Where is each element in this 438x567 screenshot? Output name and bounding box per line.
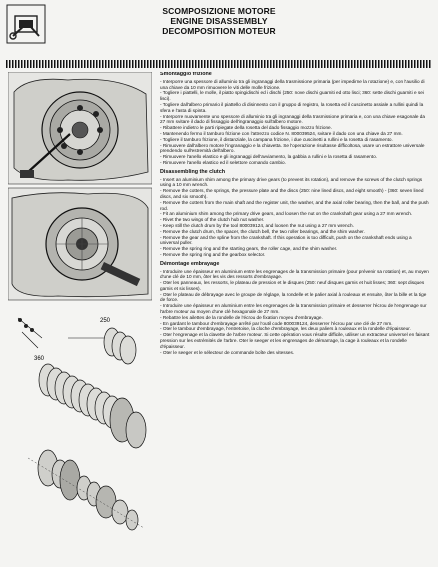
instruction-step: - Remove the clutch drum, the spacer, the clutch bell, the two roller bearings, and the shim washer. xyxy=(160,228,365,234)
decorative-rule xyxy=(6,60,432,68)
title-french: DECOMPOSITION MOTEUR xyxy=(162,26,276,36)
instruction-step: - Introduire une épaisseur en aluminium entre les engrenages de la transmission primaire (pour prévenir sa rotation) et, au moyen d'une clé de 10 mm, ôter les vis des ressorts d'embrayage. xyxy=(160,268,429,280)
instruction-step: - En gardant le tambour d'embrayage arrêté par l'outil code 800039124, desserrer l'écrou par une clé de 27 mm. xyxy=(160,320,393,326)
instruction-step: - Remove the spring ring and the gearbox selector. xyxy=(160,251,266,257)
instruction-step: - Rivet the two wings of the clutch hub nut washer. xyxy=(160,217,265,223)
instruction-step: - Ribattere indietro le parti ripiegate della rosetta del dado fissaggio mozzo frizione. xyxy=(160,125,332,131)
instruction-step: - Oter le plateau de débrayage avec le groupe de réglage, la rondelle et le palier axial à rouleaux et ensuite, ôter la bille et la tige de force. xyxy=(160,291,427,303)
instruction-section xyxy=(160,170,430,258)
figure-exploded-clutch xyxy=(18,318,146,530)
section-heading: Démontage embrayage xyxy=(160,260,220,267)
instruction-step: - Togliere il tamburo frizione, il distanziale, la campana frizione, i due cuscinetti a rullini e la rosetta di rasamento. xyxy=(160,136,393,142)
instruction-step: - Remove the spring ring and the starting gears, the roller cage, and the shim washer. xyxy=(160,246,338,252)
instruction-step: - Insert an aluminium shim among the primary drive gears (to prevent its rotation), and remove the screws of the clutch springs using a 10 mm wrench. xyxy=(160,176,423,188)
figure-clutch-assembly xyxy=(8,72,152,184)
instruction-section xyxy=(160,262,430,356)
instruction-step: - Remove the gear and the spline from the crankshaft. If this operation is too difficult, push on the crankshaft ends using a universal puller. xyxy=(160,234,412,246)
instruction-step: - Rimuovere l'anello elastico ed il selettore comando cambio. xyxy=(160,159,286,165)
instructions-text xyxy=(160,72,430,562)
instruction-step: - Rebattre les ailettes de la rondelle de l'écrou de fixation moyeu d'embrayage. xyxy=(160,314,323,320)
instruction-step: - Oter l'engrenage et la clavette de l'arbre moteur. Si cette opération vous résulte difficile, utiliser un extracteur universel en faisant pression sur les extrémités de l'arbre. Oter le seeger et les engrenages de démarrage, la cage à rouleaux et la rondelle d'épaisseur. xyxy=(160,332,430,349)
title-italian: SCOMPOSIZIONE MOTORE xyxy=(162,6,276,16)
instruction-step: - Togliere i piattelli, le molle, il piatto spingidischi ed i dischi (250: nove dischi guarniti ed otto lisci; 360: sette dischi guarniti e sei lisci). xyxy=(160,90,424,102)
section-heading: Disassembling the clutch xyxy=(160,168,226,175)
instruction-step: - Togliere dall'albero primario il piattello di disinnesto con il gruppo di registro, la rosetta ed il cuscinetto assiale a rullini quindi la sfera e l'asta di spinta. xyxy=(160,101,424,113)
instruction-step: - Remove the cotters from the main shaft and the register unit, the washer, and the axial roller bearing, then the ball, and the push rod. xyxy=(160,199,429,211)
instruction-step: - Introduire une épaisseur en aluminium entre les engrenages de la transmission primaire et desserrer l'écrou de l'engrenage sur l'arbre moteur au moyen d'une clé hexagonale de 27 mm. xyxy=(160,303,427,315)
instruction-step: - Oter le seeger et le sélecteur de commande boîte des vitesses. xyxy=(160,349,295,355)
section-heading: Smontaggio frizione xyxy=(160,72,212,77)
instruction-step: - Keep still the clutch drum by the tool 800039124, and loosen the nut using a 27 mm wrench. xyxy=(160,222,354,228)
label-360: 360 xyxy=(34,356,45,362)
instruction-step: - Oter les panneaux, les ressorts, le plateau de pression et le disques (250: neuf disques garnis et huit lisses; 360: sept disques garnis et six lisses). xyxy=(160,280,425,291)
instruction-step: - Rimuovere dall'albero motore l'ingranaggio e la chiavetta. Se l'operazione risultasse difficoltosa, usare un estrattore universale prendendo sull'estremità dell'albero. xyxy=(160,142,425,154)
instruction-step: - Rimuovere l'anello elastico e gli ingranaggi dell'avviamento, la gabbia a rullini e la rosetta di rasamento. xyxy=(160,154,378,160)
label-250: 250 xyxy=(100,318,111,324)
instruction-step: - Interporre nuovamente uno spessore di alluminio tra gli ingranaggi della trasmissione primaria e, con una chiave esagonale da 27 mm svitare il dado di fissaggio dell'ingranaggio sull'albero motore. xyxy=(160,113,425,125)
instruction-step: - Fit an aluminium shim among the primary drive gears, and loosen the nut on the crankshaft gear using a 27 mm wrench. xyxy=(160,211,413,217)
page-title-block xyxy=(0,6,438,36)
instruction-section xyxy=(160,72,430,166)
figure-clutch-drum xyxy=(8,188,152,300)
instruction-step: - Interporre una spessore di alluminio tra gli ingranaggi della trasmissione primaria (per impedirne la rotazione) e, con l'ausilio di una chiave da 10 mm rimuovere le viti delle molle frizione. xyxy=(160,78,425,90)
instruction-step: - Remove the cotters, the springs, the pressure plate and the discs (250: nine lined discs, and eight smooth) - (360: seven lined discs, and six smooth). xyxy=(160,188,424,199)
title-english: ENGINE DISASSEMBLY xyxy=(170,16,268,26)
instruction-step: - Oter le tambour d'embrayage, l'entretoise, la cloche d'embrayage, les deux paliers à rouleaux et la rondelle d'épaisseur. xyxy=(160,326,411,332)
clutch-illustrations xyxy=(8,72,152,560)
instruction-step: - Mantenendo fermo il tamburo frizione con l'attrezzo codice N. 800039524, svitare il dado con una chiave da 27 mm. xyxy=(160,130,403,136)
